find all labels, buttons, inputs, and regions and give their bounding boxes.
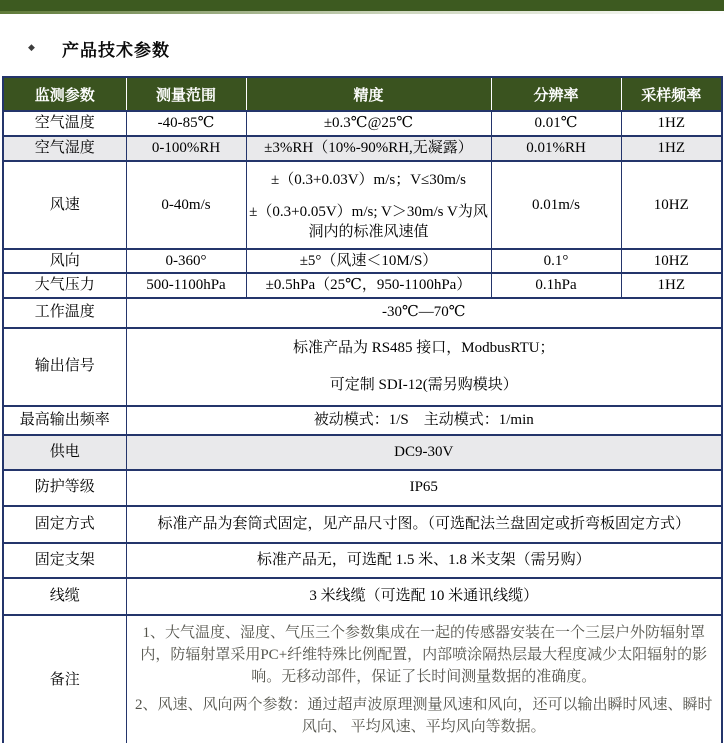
page-title: 产品技术参数 [62, 41, 170, 60]
remark-note-2: 2、风速、风向两个参数：通过超声波原理测量风速和风向，还可以输出瞬时风速、瞬时风向、 平均风速、平均风向等数据。 [134, 697, 713, 735]
cell-accuracy [246, 161, 491, 249]
cell-param: 防护等级 [3, 470, 126, 506]
table-row [3, 406, 722, 435]
cell-value: 标准产品无，可选配 1.5 米、1.8 米支架（需另购） [126, 543, 722, 578]
cell-param: 工作温度 [3, 298, 126, 328]
cell-param: 固定支架 [3, 543, 126, 578]
cell-param: 风向 [3, 249, 126, 273]
header-param: 监测参数 [3, 77, 126, 111]
cell-value [126, 328, 722, 406]
cell-resolution: 0.01℃ [491, 111, 621, 136]
cell-accuracy: ±0.5hPa（25℃，950-1100hPa） [246, 273, 491, 297]
cell-param: 供电 [3, 435, 126, 470]
cell-rate: 1HZ [621, 136, 722, 161]
cell-param: 空气湿度 [3, 136, 126, 161]
header-accuracy: 精度 [246, 77, 491, 111]
cell-range: 500-1100hPa [126, 273, 246, 297]
accuracy-line-2: ±（0.3+0.05V）m/s; V＞30m/s V为风洞内的标准风速值 [249, 203, 488, 241]
cell-param: 线缆 [3, 578, 126, 615]
table-row [3, 273, 722, 297]
cell-param: 风速 [3, 161, 126, 249]
cell-range: 0-100%RH [126, 136, 246, 161]
top-bar-gradient [0, 11, 724, 14]
cell-resolution: 0.01%RH [491, 136, 621, 161]
table-row [3, 161, 722, 249]
table-row [3, 328, 722, 406]
cell-value: 3 米线缆（可选配 10 米通讯线缆） [126, 578, 722, 615]
cell-rate: 10HZ [621, 249, 722, 273]
table-row [3, 578, 722, 615]
header-range: 测量范围 [126, 77, 246, 111]
table-row [3, 249, 722, 273]
cell-accuracy: ±3%RH（10%-90%RH,无凝露） [246, 136, 491, 161]
cell-value: 被动模式：1/S 主动模式：1/min [126, 406, 722, 435]
cell-param: 输出信号 [3, 328, 126, 406]
cell-range: 0-360° [126, 249, 246, 273]
cell-resolution: 0.1° [491, 249, 621, 273]
cell-rate: 1HZ [621, 273, 722, 297]
cell-value: 标准产品为套筒式固定，见产品尺寸图。（可选配法兰盘固定或折弯板固定方式） [126, 506, 722, 543]
output-line-2: 可定制 SDI-12(需另购模块） [329, 376, 518, 393]
cell-param: 固定方式 [3, 506, 126, 543]
cell-value: DC9-30V [126, 435, 722, 470]
cell-param: 空气温度 [3, 111, 126, 136]
table-row [3, 136, 722, 161]
cell-resolution: 0.1hPa [491, 273, 621, 297]
table-header-row [3, 77, 722, 111]
table-row [3, 506, 722, 543]
table-row [3, 470, 722, 506]
cell-param: 最高输出频率 [3, 406, 126, 435]
section-heading [0, 36, 724, 62]
cell-param: 大气压力 [3, 273, 126, 297]
table-row [3, 111, 722, 136]
cell-rate: 1HZ [621, 111, 722, 136]
cell-value: -30℃—70℃ [126, 298, 722, 328]
cell-range: 0-40m/s [126, 161, 246, 249]
output-line-1: 标准产品为 RS485 接口，ModbusRTU； [292, 340, 555, 357]
accuracy-line-1: ±（0.3+0.03V）m/s；V≤30m/s [271, 171, 466, 188]
header-resolution: 分辨率 [491, 77, 621, 111]
spec-table [2, 76, 723, 743]
table-row [3, 298, 722, 328]
header-rate: 采样频率 [621, 77, 722, 111]
table-row [3, 435, 722, 470]
cell-resolution: 0.01m/s [491, 161, 621, 249]
cell-value: IP65 [126, 470, 722, 506]
cell-param: 备注 [3, 615, 126, 743]
table-row [3, 543, 722, 578]
cell-rate: 10HZ [621, 161, 722, 249]
cell-accuracy: ±0.3℃@25℃ [246, 111, 491, 136]
table-row [3, 615, 722, 743]
remark-note-1: 1、大气温度、湿度、气压三个参数集成在一起的传感器安装在一个三层户外防辐射罩内，防辐射罩采用PC+纤维特殊比例配置，内部喷涂隔热层最大程度减少太阳辐射的影响。无移动部件，保证了长时间测量数据的准确度。 [140, 625, 708, 685]
cell-range: -40-85℃ [126, 111, 246, 136]
cell-remark [126, 615, 722, 743]
diamond-bullet-icon: ◆ [28, 42, 35, 52]
cell-accuracy: ±5°（风速＜10M/S） [246, 249, 491, 273]
top-green-bar [0, 0, 724, 11]
